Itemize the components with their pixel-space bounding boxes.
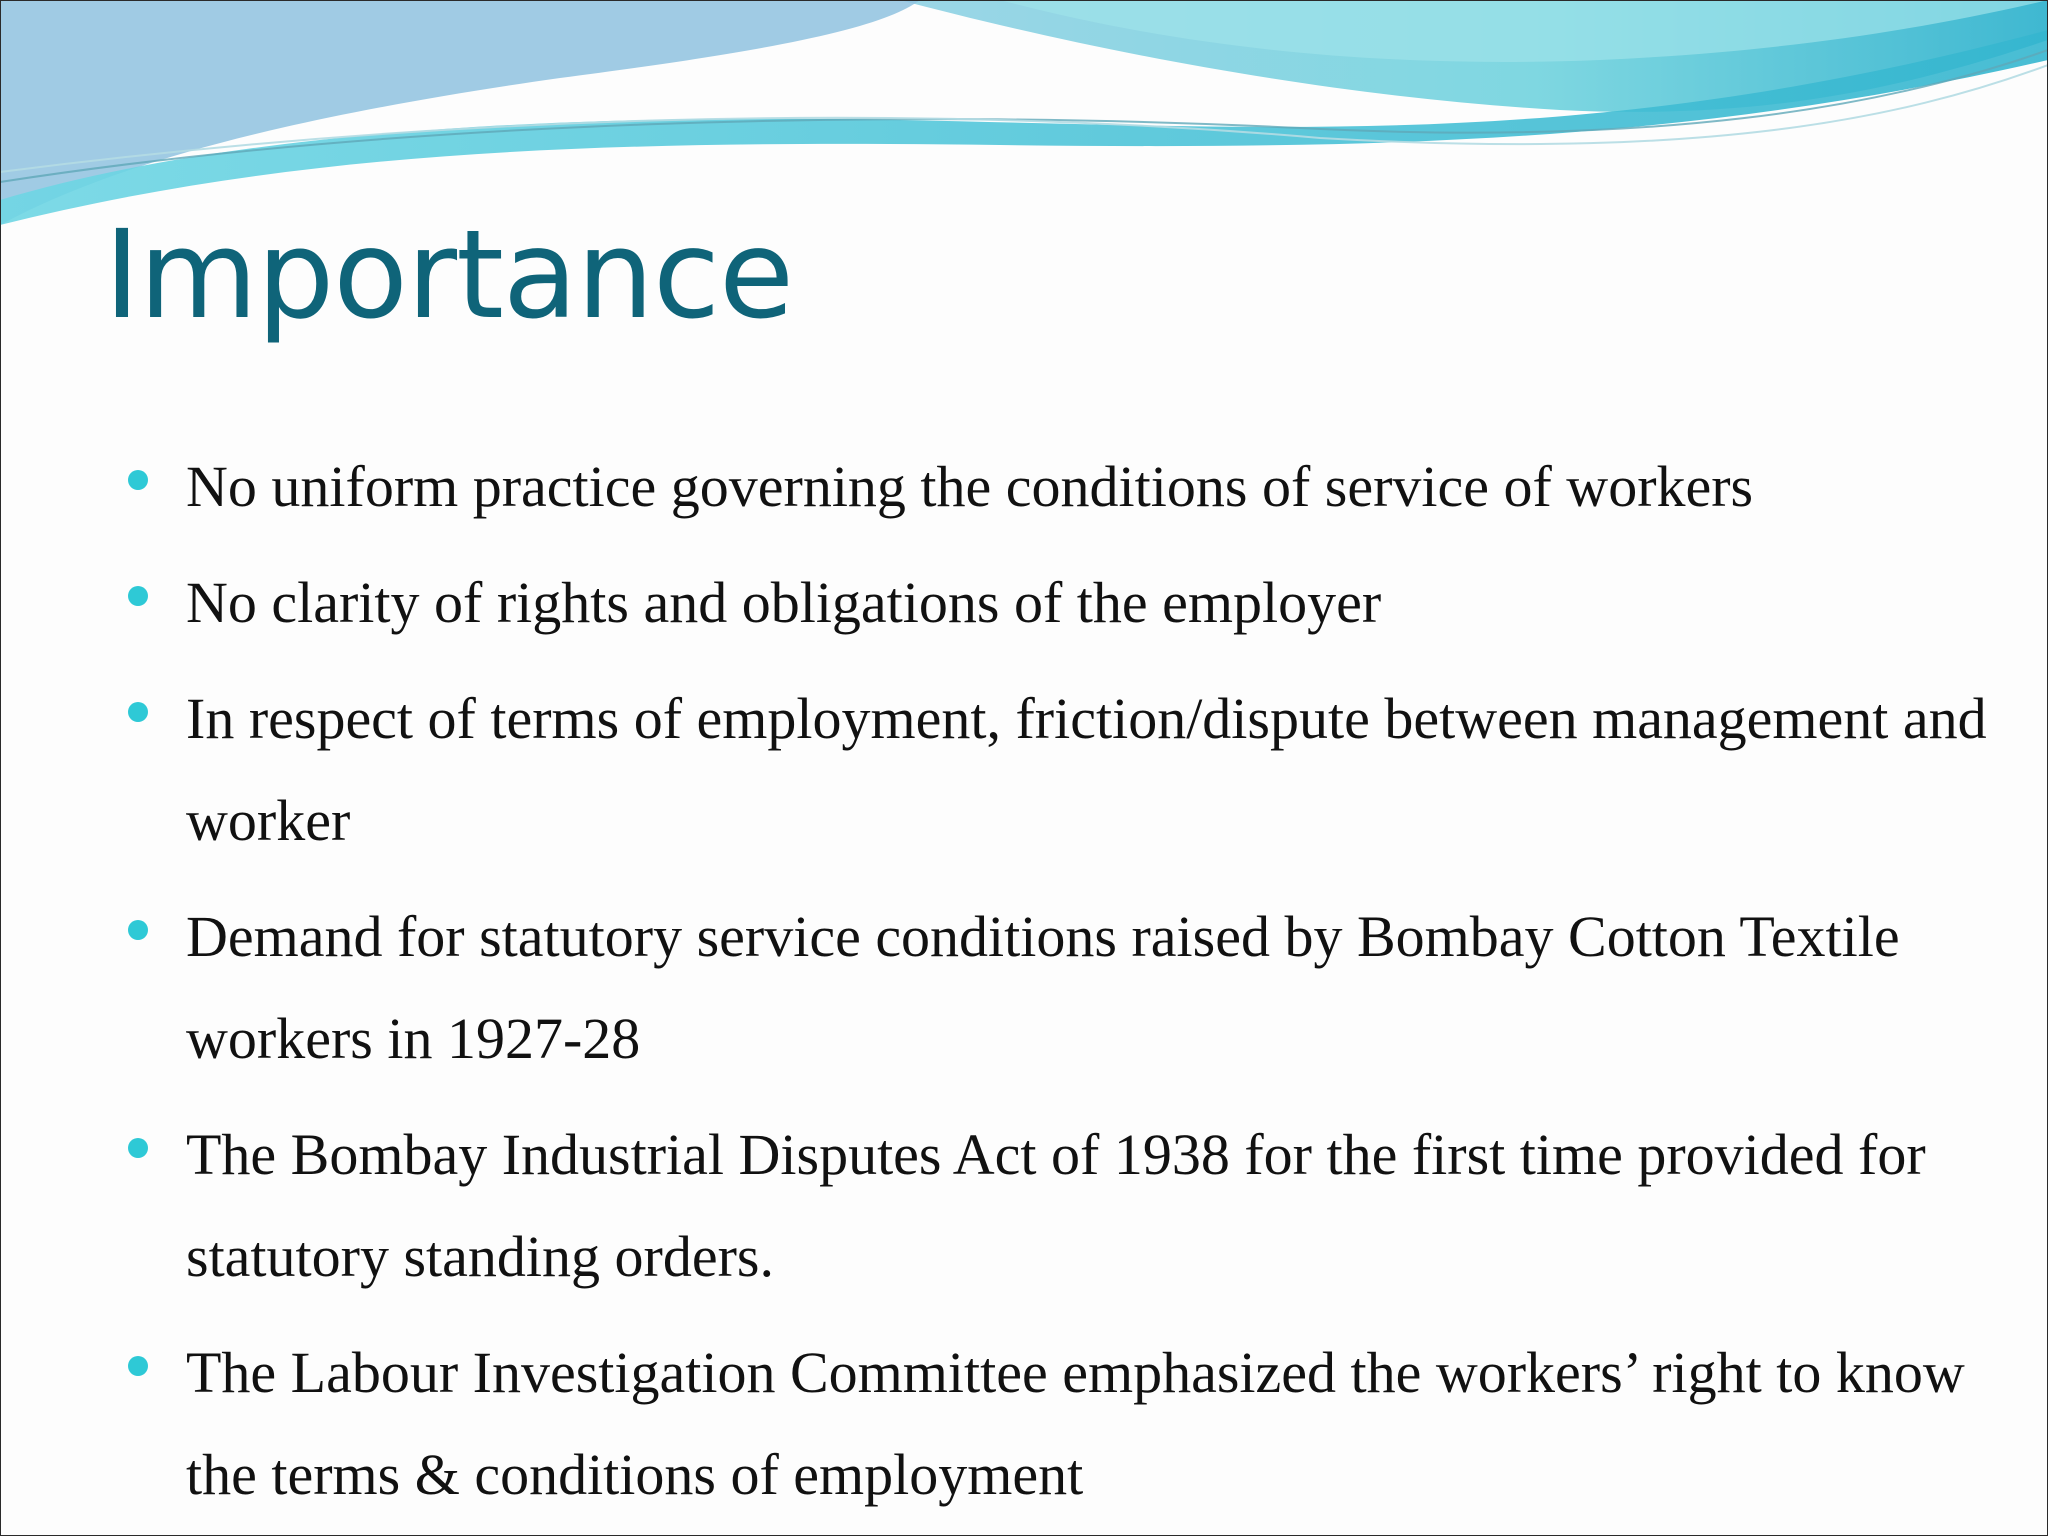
bullet-text: Demand for statutory service conditions raised by Bombay Cotton Textile workers in 1927-28 <box>186 904 1900 1071</box>
bullet-dot-icon <box>128 1138 148 1158</box>
bullet-dot-icon <box>128 470 148 490</box>
list-item <box>128 436 2008 538</box>
list-item <box>128 552 2008 654</box>
bullet-text: The Bombay Industrial Disputes Act of 1938 for the first time provided for statutory standing orders. <box>186 1122 1926 1289</box>
bullet-dot-icon <box>128 920 148 940</box>
list-item <box>128 886 2008 1090</box>
bullet-dot-icon <box>128 1356 148 1376</box>
bullet-text: The Labour Investigation Committee emphasized the workers’ right to know the terms & conditions of employment <box>186 1340 1965 1507</box>
slide-title: Importance <box>104 204 794 346</box>
list-item <box>128 1104 2008 1308</box>
bullet-text: In respect of terms of employment, friction/dispute between management and worker <box>186 686 1987 853</box>
list-item <box>128 668 2008 872</box>
bullet-list <box>128 436 2008 1536</box>
bullet-text: No uniform practice governing the conditions of service of workers <box>186 454 1754 519</box>
bullet-dot-icon <box>128 586 148 606</box>
list-item <box>128 1322 2008 1526</box>
bullet-text: No clarity of rights and obligations of the employer <box>186 570 1382 635</box>
bullet-dot-icon <box>128 702 148 722</box>
